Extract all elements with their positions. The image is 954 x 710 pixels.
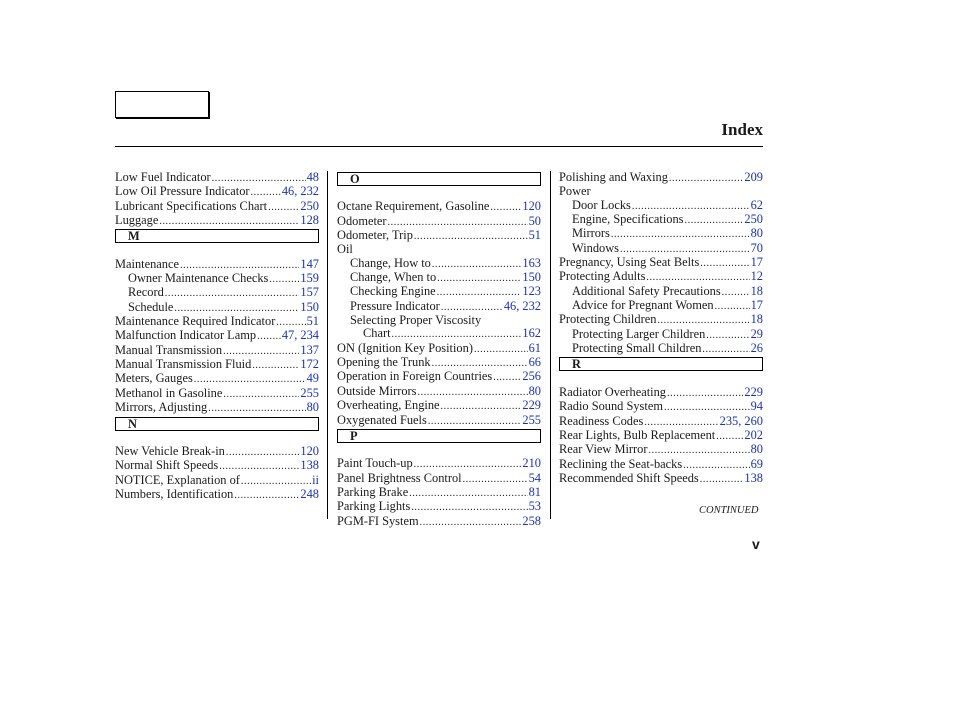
index-entry [337, 271, 541, 285]
dot-leader [194, 372, 306, 386]
page-reference-link[interactable]: 51 [306, 314, 319, 329]
page-reference-link[interactable]: 258 [522, 513, 541, 528]
entry-label: Lubricant Specifications Chart [115, 198, 268, 213]
index-entry [559, 386, 763, 400]
column-divider [327, 171, 328, 519]
index-entry [337, 314, 541, 327]
dot-leader [669, 171, 743, 185]
index-entry [115, 401, 319, 415]
page-reference-link[interactable]: 62 [750, 197, 763, 212]
index-entry [559, 171, 763, 185]
index-entry [337, 285, 541, 299]
index-column-1 [115, 171, 319, 502]
spacer [337, 444, 541, 457]
section-header: N [115, 417, 319, 431]
entry-label: Windows [572, 240, 619, 255]
entry-label: New Vehicle Break-in [115, 443, 225, 458]
page-reference-link[interactable]: 26 [750, 341, 763, 356]
entry-label: Meters, Gauges [115, 371, 193, 386]
dot-leader [716, 429, 743, 443]
page-reference-link[interactable]: 80 [528, 383, 541, 398]
index-entry [337, 399, 541, 413]
dot-leader [490, 200, 521, 214]
section-header: P [337, 429, 541, 443]
entry-label: Chart [363, 326, 391, 341]
page-reference-link[interactable]: 12 [750, 269, 763, 284]
dot-leader [276, 315, 305, 329]
entry-label: Readiness Codes [559, 413, 644, 428]
entry-label: Maintenance Required Indicator [115, 314, 276, 329]
entry-label: PGM-FI System [337, 513, 419, 528]
index-entry [115, 272, 319, 286]
dot-leader [174, 301, 299, 315]
index-entry [559, 213, 763, 227]
dot-leader [620, 242, 750, 256]
entry-label: Rear View Mirror [559, 442, 648, 457]
entry-label: Luggage [115, 213, 159, 228]
page-reference-link[interactable]: 46, 232 [281, 184, 319, 199]
index-entry [115, 344, 319, 358]
dot-leader [223, 387, 299, 401]
index-entry [559, 443, 763, 457]
page-reference-link[interactable]: 157 [300, 285, 319, 300]
page-reference-link[interactable]: 248 [300, 486, 319, 501]
dot-leader [463, 472, 528, 486]
page-reference-link[interactable]: 128 [300, 213, 319, 228]
index-entry [559, 256, 763, 270]
page-reference-link[interactable]: 51 [528, 228, 541, 243]
index-entry [337, 215, 541, 229]
index-entry [559, 242, 763, 256]
page-reference-link[interactable]: 235, 260 [719, 413, 763, 428]
page-reference-link[interactable]: 209 [744, 170, 763, 184]
page-reference-link[interactable]: 250 [744, 212, 763, 227]
index-entry [559, 313, 763, 327]
index-entry [337, 342, 541, 356]
index-entry [559, 472, 763, 486]
entry-label: Manual Transmission [115, 342, 223, 357]
dot-leader [657, 313, 749, 327]
index-entry [337, 327, 541, 341]
page-reference-link[interactable]: 137 [300, 342, 319, 357]
page-reference-link[interactable]: 80 [306, 400, 319, 415]
entry-label: Opening the Trunk [337, 355, 431, 370]
index-entry [559, 227, 763, 241]
index-entry [559, 185, 763, 198]
dot-leader [418, 385, 528, 399]
index-entry [559, 270, 763, 284]
entry-label: Recommended Shift Speeds [559, 470, 699, 485]
dot-leader [180, 258, 299, 272]
entry-label: Low Oil Pressure Indicator [115, 184, 250, 199]
dot-leader [432, 257, 522, 271]
index-entry [559, 415, 763, 429]
dot-leader [437, 271, 521, 285]
page-reference-link[interactable]: 150 [300, 299, 319, 314]
index-entry [337, 370, 541, 384]
index-entry [115, 488, 319, 502]
entry-label: Radiator Overheating [559, 384, 667, 399]
page-reference-link[interactable]: 50 [528, 213, 541, 228]
entry-label: Malfunction Indicator Lamp [115, 328, 257, 343]
entry-label: Rear Lights, Bulb Replacement [559, 427, 716, 442]
index-entry [337, 500, 541, 514]
index-entry [115, 474, 319, 488]
entry-label: Schedule [128, 299, 174, 314]
page-reference-link[interactable]: 147 [300, 256, 319, 271]
index-entry [559, 299, 763, 313]
entry-label: Parking Brake [337, 484, 409, 499]
entry-label: ON (Ignition Key Position) [337, 340, 473, 355]
entry-label: Paint Touch-up [337, 456, 413, 471]
dot-leader [632, 199, 750, 213]
index-entry [337, 472, 541, 486]
dot-leader [437, 285, 522, 299]
index-entry [559, 342, 763, 356]
entry-label: NOTICE, Explanation of [115, 472, 240, 487]
entry-label: Checking Engine [350, 284, 436, 299]
entry-label: Panel Brightness Control [337, 470, 462, 485]
dot-leader [208, 401, 305, 415]
dot-leader [420, 515, 522, 529]
entry-label: Pregnancy, Using Seat Belts [559, 255, 700, 270]
index-entry [115, 214, 319, 228]
page-reference-link[interactable]: 138 [744, 470, 763, 485]
entry-label: Oil [337, 242, 353, 257]
index-entry [115, 387, 319, 401]
dot-leader [269, 272, 299, 286]
page-title: Index [721, 120, 763, 139]
entry-label: Oxygenated Fuels [337, 412, 427, 427]
index-entry [337, 200, 541, 214]
dot-leader [226, 445, 300, 459]
page-reference-link[interactable]: 17 [750, 298, 763, 313]
entry-label: Pressure Indicator [350, 298, 440, 313]
index-entry [115, 315, 319, 329]
dot-leader [414, 457, 522, 471]
spacer [337, 187, 541, 200]
dot-leader [722, 285, 750, 299]
entry-label: Protecting Small Children [572, 341, 702, 356]
index-entry [115, 200, 319, 214]
section-header: R [559, 357, 763, 371]
dot-leader [715, 299, 750, 313]
page-reference-link[interactable]: 66 [528, 355, 541, 370]
page-reference-link[interactable]: 120 [300, 443, 319, 458]
index-entry [337, 257, 541, 271]
index-entry [115, 171, 319, 185]
index-entry [559, 429, 763, 443]
header-rule [115, 146, 763, 147]
page-reference-link[interactable]: ii [312, 472, 319, 487]
page-reference-link[interactable]: 47, 234 [281, 328, 319, 343]
dot-leader [411, 500, 527, 514]
dot-leader [706, 328, 749, 342]
page-reference-link[interactable]: 229 [522, 398, 541, 413]
dot-leader [441, 300, 503, 314]
index-entry [115, 372, 319, 386]
column-divider [550, 171, 551, 519]
page-reference-link[interactable]: 120 [522, 199, 541, 214]
entry-label: Manual Transmission Fluid [115, 357, 252, 372]
index-column-2 [337, 171, 541, 529]
dot-leader [392, 327, 522, 341]
dot-leader [409, 486, 527, 500]
index-entry [337, 385, 541, 399]
dot-leader [219, 459, 299, 473]
index-entry [559, 285, 763, 299]
index-entry [559, 328, 763, 342]
dot-leader [223, 344, 299, 358]
index-entry [337, 356, 541, 370]
page-reference-link[interactable]: 69 [750, 456, 763, 471]
entry-label: Protecting Larger Children [572, 326, 706, 341]
index-entry [559, 400, 763, 414]
index-entry [115, 445, 319, 459]
index-entry [115, 286, 319, 300]
dot-leader [234, 488, 299, 502]
page-reference-link[interactable]: 256 [522, 369, 541, 384]
page-reference-link[interactable]: 29 [750, 326, 763, 341]
entry-label: Power [559, 184, 591, 199]
page-reference-link[interactable]: 255 [522, 412, 541, 427]
dot-leader [644, 415, 718, 429]
dot-leader [165, 286, 300, 300]
entry-label: Methanol in Gasoline [115, 385, 223, 400]
index-entry [115, 258, 319, 272]
index-entry [115, 301, 319, 315]
entry-label: Radio Sound System [559, 399, 663, 414]
page-reference-link[interactable]: 159 [300, 271, 319, 286]
page-reference-link[interactable]: 163 [522, 255, 541, 270]
entry-label: Mirrors, Adjusting [115, 400, 208, 415]
index-entry [337, 414, 541, 428]
index-entry [337, 486, 541, 500]
page-reference-link[interactable]: 54 [528, 470, 541, 485]
dot-leader [700, 472, 744, 486]
page-reference-link[interactable]: 172 [300, 357, 319, 372]
page-reference-link[interactable]: 202 [744, 427, 763, 442]
page-reference-link[interactable]: 138 [300, 458, 319, 473]
page-reference-link[interactable]: 49 [306, 371, 319, 386]
dot-leader [611, 227, 750, 241]
entry-label: Operation in Foreign Countries [337, 369, 493, 384]
dot-leader [700, 256, 749, 270]
index-entry [115, 329, 319, 343]
index-entry [337, 457, 541, 471]
dot-leader [252, 358, 299, 372]
index-entry [337, 229, 541, 243]
page-reference-link[interactable]: 46, 232 [503, 298, 541, 313]
entry-label: Odometer, Trip [337, 228, 413, 243]
index-entry [337, 243, 541, 256]
dot-leader [414, 229, 528, 243]
dot-leader [241, 474, 311, 488]
entry-label: Selecting Proper Viscosity [350, 313, 482, 328]
index-entry [559, 458, 763, 472]
entry-label: Change, How to [350, 255, 431, 270]
entry-label: Protecting Adults [559, 269, 646, 284]
dot-leader [664, 400, 750, 414]
page-reference-link[interactable]: 48 [306, 170, 319, 184]
entry-label: Mirrors [572, 226, 610, 241]
page-reference-link[interactable]: 210 [522, 456, 541, 471]
entry-label: Low Fuel Indicator [115, 170, 211, 184]
dot-leader [646, 270, 749, 284]
dot-leader [474, 342, 528, 356]
continued-note: CONTINUED [699, 505, 759, 516]
page-reference-link[interactable]: 61 [528, 340, 541, 355]
section-header: M [115, 229, 319, 243]
page-reference-link[interactable]: 80 [750, 226, 763, 241]
entry-label: Record [128, 285, 164, 300]
index-entry [337, 515, 541, 529]
dot-leader [493, 370, 521, 384]
page-number: v [752, 536, 760, 552]
spacer [559, 372, 763, 385]
index-entry [115, 459, 319, 473]
dot-leader [428, 414, 522, 428]
page-reference-link[interactable]: 18 [750, 283, 763, 298]
page-reference-link[interactable]: 150 [522, 270, 541, 285]
entry-label: Change, When to [350, 270, 437, 285]
entry-label: Engine, Specifications [572, 212, 684, 227]
page-reference-link[interactable]: 162 [522, 326, 541, 341]
dot-leader [212, 171, 306, 185]
entry-label: Overheating, Engine [337, 398, 440, 413]
entry-label: Odometer [337, 213, 387, 228]
index-entry [115, 358, 319, 372]
dot-leader [683, 458, 749, 472]
page-reference-link[interactable]: 229 [744, 384, 763, 399]
entry-label: Reclining the Seat-backs [559, 456, 683, 471]
dot-leader [268, 200, 299, 214]
index-entry [115, 185, 319, 199]
entry-label: Protecting Children [559, 312, 657, 327]
entry-label: Outside Mirrors [337, 383, 417, 398]
dot-leader [251, 185, 281, 199]
dot-leader [441, 399, 522, 413]
index-entry [559, 199, 763, 213]
entry-label: Door Locks [572, 197, 631, 212]
page-reference-link[interactable]: 18 [750, 312, 763, 327]
page-reference-link[interactable]: 250 [300, 198, 319, 213]
section-tab-box [115, 91, 209, 118]
entry-label: Octane Requirement, Gasoline [337, 199, 490, 214]
entry-label: Parking Lights [337, 499, 411, 514]
dot-leader [649, 443, 750, 457]
page-reference-link[interactable]: 80 [750, 442, 763, 457]
page-reference-link[interactable]: 53 [528, 499, 541, 514]
page-reference-link[interactable]: 17 [750, 255, 763, 270]
page-reference-link[interactable]: 255 [300, 385, 319, 400]
entry-label: Normal Shift Speeds [115, 458, 219, 473]
spacer [115, 432, 319, 445]
entry-label: Polishing and Waxing [559, 170, 668, 184]
entry-label: Advice for Pregnant Women [572, 298, 714, 313]
page-reference-link[interactable]: 70 [750, 240, 763, 255]
dot-leader [685, 213, 744, 227]
page-reference-link[interactable]: 123 [522, 284, 541, 299]
entry-label: Maintenance [115, 256, 179, 271]
dot-leader [667, 386, 743, 400]
index-entry [337, 300, 541, 314]
page-reference-link[interactable]: 94 [750, 399, 763, 414]
dot-leader [159, 214, 299, 228]
entry-label: Additional Safety Precautions [572, 283, 721, 298]
page-reference-link[interactable]: 81 [528, 484, 541, 499]
dot-leader [257, 329, 281, 343]
spacer [115, 244, 319, 257]
dot-leader [702, 342, 749, 356]
dot-leader [432, 356, 528, 370]
index-column-3 [559, 171, 763, 486]
section-header: O [337, 172, 541, 186]
dot-leader [388, 215, 528, 229]
entry-label: Owner Maintenance Checks [128, 271, 269, 286]
entry-label: Numbers, Identification [115, 486, 234, 501]
